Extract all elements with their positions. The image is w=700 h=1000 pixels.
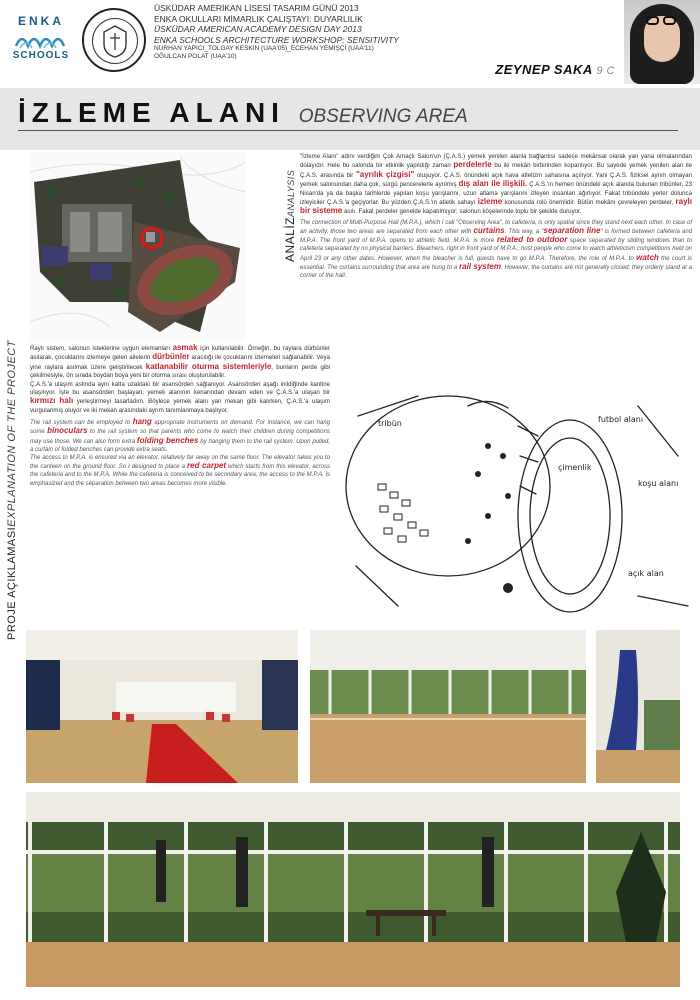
hl-curtains: curtains	[473, 226, 505, 236]
site-sketch	[338, 366, 694, 624]
logo-top-text: ENKA	[17, 14, 64, 28]
mentors-line-2: OĞULCAN POLAT (UAA'10)	[154, 53, 237, 60]
analysis-en-paragraph: The connection of Multi-Purpose Hall (M.P.A.), which I call "Observing Area", to cafeteria, is only spatial since they stand next each other. In case of an activity, those two areas are separated from each other with curtains. This way, a "separation line" is formed between cafeteria and M.P.A. The front yard of M.P.A. opens to athletic field. M.P.A. is more related to outdoor space separated by sliding windows than to cafeteria separated by no physical barriers. Bleachers, right in front yard of M.P.A., host people who come to watch athleticism competitions held on April 23 or any other dates. However, when the bleacher is full, guests have to go M.P.A. Therefore, the role of M.P.A. to watch the court is essential. The curtains surrounding that area are hung to a rail system. However, the curtains are not generally closed; they orderly stand at a corner of the hall.	[300, 219, 692, 280]
photo-hall-panorama	[26, 792, 680, 987]
header-line-1: ÜSKÜDAR AMERİKAN LİSESİ TASARIM GÜNÜ 2013	[154, 3, 359, 13]
uaa-seal-icon	[82, 8, 146, 72]
mentors-line: NURHAN YAPICI_TOLGAY KESKİN (UAA'05)_ECEHAN YEMİŞÇİ (UAA'11)	[154, 45, 374, 52]
hl-folding-benches: folding benches	[136, 435, 199, 445]
project-label-tr: PROJE AÇIKLAMASI	[6, 526, 18, 640]
title-sub-text: OBSERVING AREA	[298, 106, 468, 127]
logo-bottom-text: SCHOOLS	[12, 50, 70, 61]
photo-hall-red-carpet	[26, 630, 298, 783]
hl-perdelerle: perdelerle	[453, 160, 492, 170]
hl-outdoor: related to outdoor	[496, 235, 568, 245]
hl-kirmizi-hali: kırmızı halı	[30, 396, 74, 406]
project-en-paragraph-2: The access to M.P.A. is ensured via an elevator, relatively far away on the same floor. The elevator takes you to the canteen on the ground floor. So I designed to place a red carpet which starts from this elevator, across the cafeteria and to the M.P.A. While the cafeteria is conceived to be secondary area, the access to the M.P.A. is emphasized and the separation between two areas becomes more visible.	[30, 455, 331, 487]
hl-rail: rail system	[459, 261, 501, 271]
analysis-text-block	[300, 153, 692, 280]
hl-ayrilik: "ayrılık çizgisi"	[355, 169, 415, 179]
hl-watch: watch	[636, 252, 659, 262]
sketch-note-open: açık alan	[628, 569, 664, 578]
sketch-note-football: futbol alanı	[598, 415, 644, 424]
hl-durbunler: dürbünler	[152, 352, 190, 362]
header	[0, 0, 700, 88]
analysis-tr-paragraph: "İzleme Alanı" adını verdiğim Çok Amaçlı Salon'un (Ç.A.S.) yemek yenilen alanla bağlantısı sadece mekânsal olarak yan yana olmalarından dolayıdır. Hele bu salonda bir etkinlik yapıldığı zaman perdelerle bu iki mekân birbirinden koparılıyor. Bu sayede yemek yenilen alan ile Ç.A.S. arasında bir "ayrılık çizgisi" oluşuyor. Ç.A.S. önündeki açık hava atletizm sahasına açılıyor. Yani Ç.A.S. fiziksel ayrım olmayan yemek salonundan daha çok, sürgü pencerelerle ayrılmış dış alan ile ilişkili. Ç.A.S.'ın hemen önündeki açık alanda bulunan tribünler, 23 Nisan'da ya da başka tarihlerde yapılan koşu yarışlarını, uzun atlama yarışlarını izleyen insanları ağırlıyor. Fakat tribündeki yerler dolunca izleyiciler Ç.A.S.'a geçiyorlar. Bu yüzden Ç.A.S.'ın atletik sahayı izleme konusunda rolü önemlidir. Bütün mekânı çevreleyen perdeler, raylı bir sisteme asılı. Fakat perdeler genelde kapatılmıyor; salonun köşelerinde toplu bir şekilde duruyor.	[300, 153, 693, 216]
project-tr-paragraph-2: Ç.A.S.'a ulaşım aslında aynı katta uzaktaki bir asansörden sağlanıyor. Asansörden aşağı inildiğinde kantine ulaşılıyor. İşte bu asansörden başlayan, yemek alanının kenarından devam eden ve Ç.A.S.'a ulaşan bir kırmızı halı yerleştirmeyi tasarladım. Böylece yemek alanı yan mekan gibi kalırken, Ç.A.S.'a ulaşım vurgulanmış oluyor ve iki mekan arasındaki ayrım tanımlanmaya başlıyor.	[30, 380, 330, 414]
student-name-text: ZEYNEP SAKA	[495, 62, 593, 77]
project-vertical-label	[6, 340, 18, 640]
project-tr-paragraph-1: Raylı sistem, salonun isteklerine uygun elemanları asmak için kullanılabilir. Örneğin, bu raylara dürbünler asılarak, çocuklarını izlemeye gelen ailelerin dürbünler aracılığı ile çocuklarını izlemeleri sağlanabilir. Veya yine raylara asılmak üzere geliştirilecek katlanabilir oturma sistemleriyle, bunların perde gibi çekilmesiyle, ön sırada boydan boya yeni bir oturma sırası oluşturulabilir.	[30, 343, 331, 380]
photo-curtain-corner	[596, 630, 680, 783]
student-name	[495, 62, 615, 77]
project-en-paragraph-1: The rail system can be employed to hang appropriate instruments on demand. For instance, we can hang some binoculars to the rail system so that parents who come to watch their children during competitions may use those. We can also form extra folding benches by hanging them to the rail system. Upon pulled, a curtain of folded benches can provide extra seats.	[30, 417, 330, 453]
wave-icon	[14, 28, 68, 50]
sketch-note-grass: çimenlik	[558, 463, 592, 472]
header-line-3: ÜSKÜDAR AMERICAN ACADEMY DESIGN DAY 2013	[154, 24, 362, 34]
analysis-label-en: ANALYSIS	[286, 169, 296, 217]
hl-asmak: asmak	[172, 343, 198, 352]
site-aerial-map	[30, 152, 246, 340]
hl-red-carpet: red carpet	[187, 461, 227, 471]
project-text-block	[30, 344, 330, 488]
page-title	[18, 97, 468, 129]
student-portrait	[624, 0, 700, 84]
analysis-label-tr: ANALİZ	[283, 216, 297, 262]
header-line-4: ENKA SCHOOLS ARCHITECTURE WORKSHOP: SENSITIVITY	[154, 34, 399, 45]
title-rule	[18, 130, 678, 131]
photo-hall-windows	[310, 630, 586, 783]
hl-dis-alan: dış alan ile ilişkili.	[458, 179, 528, 189]
title-main-text: İZLEME ALANI	[18, 97, 285, 128]
grade-text: 9 C	[596, 65, 615, 77]
title-band	[0, 88, 700, 150]
hl-hang: hang	[132, 417, 152, 427]
sketch-note-track: koşu alanı	[638, 479, 679, 488]
sketch-note-bleacher: tribün	[378, 419, 402, 428]
hl-katlanabilir: katlanabilir oturma sistemleriyle	[145, 361, 272, 371]
hl-izleme: izleme	[477, 197, 503, 207]
hl-separation: separation line	[543, 226, 601, 236]
hl-rayli: raylı bir sisteme	[300, 197, 692, 216]
project-label-en: EXPLANATION OF THE PROJECT	[6, 340, 18, 527]
hl-binoculars: binoculars	[47, 426, 88, 436]
enka-schools-logo	[8, 14, 74, 64]
header-line-2: ENKA OKULLARI MİMARLIK ÇALIŞTAYI: DUYARLILIK	[154, 13, 363, 24]
analysis-vertical-label	[283, 170, 297, 262]
